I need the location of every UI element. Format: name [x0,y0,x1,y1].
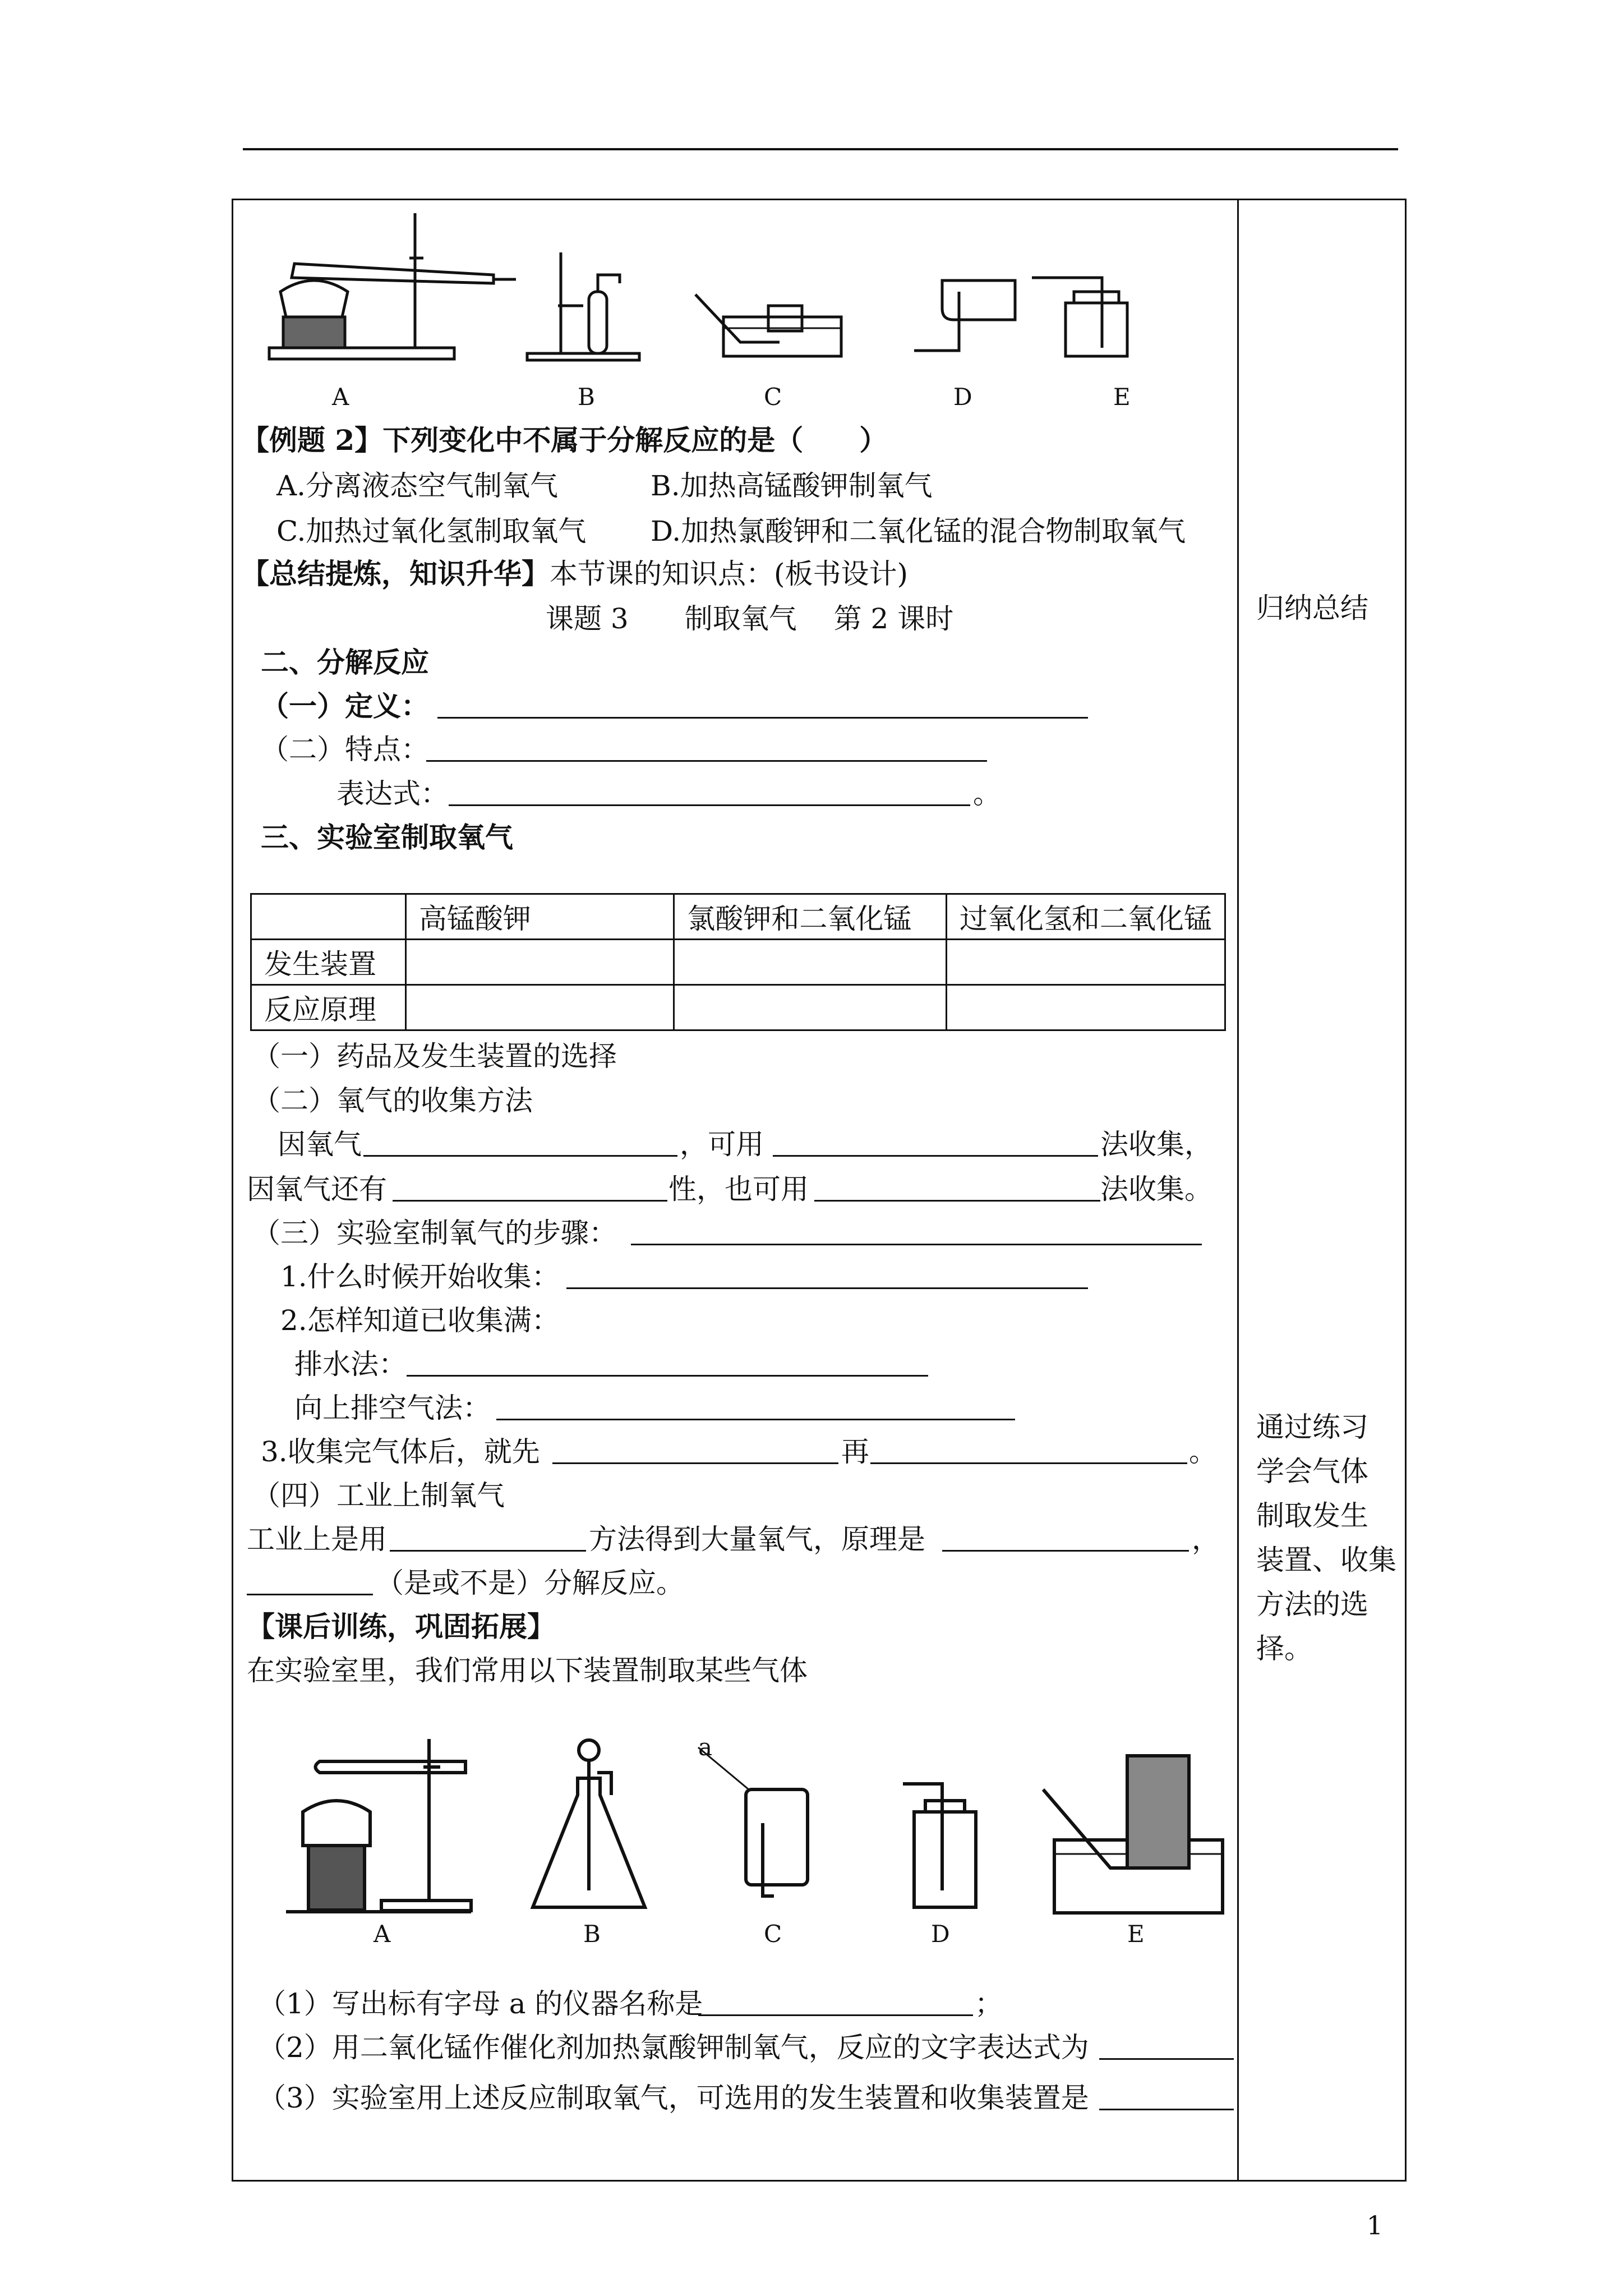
table-cell [405,940,674,985]
summary-heading: 【总结提炼，知识升华】本节课的知识点：(板书设计) [241,557,909,590]
table-header-row [251,894,1225,940]
fig2-label-c: C [764,1920,782,1948]
table-row [251,985,1225,1030]
experiment-table [250,893,1226,1031]
industry-blank-2 [942,1550,1189,1552]
practice-q1: （1）写出标有字母 a 的仪器名称是 [258,1987,703,2020]
option-a: A.分离液态空气制氧气 [276,470,559,502]
side-note-practice: 通过练习 学会气体 制取发生 装置、收集 方法的选 择。 [1256,1411,1396,1665]
industry-line1-b: 方法得到大量氧气，原理是 [589,1523,925,1556]
option-c: C.加热过氧化氢制取氧气 [276,515,587,547]
step-q3-blank-1 [552,1462,838,1464]
fig2-label-d: D [931,1920,950,1948]
row-label: 发生装置 [251,940,406,985]
table-row [251,940,1225,985]
header-cell [251,894,406,940]
header-cell: 高锰酸钾 [405,894,674,940]
practice-title: 【课后训练，巩固拓展】 [247,1610,555,1643]
step-q3-a: 3.收集完气体后，就先 [261,1435,540,1468]
expression-label: 表达式： [336,777,449,810]
table-cell [674,940,947,985]
step-q3-b: 再 [841,1435,869,1468]
column-divider [1237,199,1239,2182]
industry-line1-a: 工业上是用 [247,1523,387,1556]
collect-line1-b: ，可用 [680,1128,764,1161]
apparatus-figure-2 [280,1733,1228,1924]
definition-label: （一）定义： [261,689,429,723]
expression-period: 。 [973,777,1001,810]
industry-line1-c: ， [1192,1523,1220,1556]
water-method-blank [407,1375,928,1377]
apparatus-figure-1 [247,208,1211,376]
feature-blank [426,760,987,762]
table-cell [405,985,674,1030]
fig1-label-b: B [578,383,595,411]
table-cell [947,940,1225,985]
header-cell: 氯酸钾和二氧化锰 [674,894,947,940]
industry-blank-3 [247,1594,373,1595]
fig1-label-e: E [1113,383,1131,411]
water-method: 排水法： [294,1348,407,1381]
collect-blank-1 [363,1155,677,1157]
collect-blank-3 [393,1200,667,1202]
air-method: 向上排空气法： [294,1392,491,1424]
side-note-summary: 归纳总结 [1256,592,1368,624]
collect-line2-c: 法收集。 [1100,1173,1212,1205]
collect-blank-4 [814,1200,1100,1202]
practice-q3-blank [1099,2109,1234,2110]
industry-line2: （是或不是）分解反应。 [376,1567,684,1599]
practice-q1-blank [698,2014,973,2016]
lesson-title: 课题 3 制取氧气 第 2 课时 [546,602,954,635]
collect-line1-c: 法收集， [1100,1128,1212,1161]
steps-title: （三）实验室制氧气的步骤： [252,1217,617,1249]
section3-title: 三、实验室制取氧气 [261,821,513,854]
collect-blank-2 [773,1155,1098,1157]
steps-blank [631,1244,1202,1245]
practice-q2: （2）用二氧化锰作催化剂加热氯酸钾制氧气，反应的文字表达式为 [258,2031,1089,2064]
section2-title: 二、分解反应 [261,646,429,679]
fig2-mark-a: a [698,1733,713,1761]
drug-selection-line: （一）药品及发生装置的选择 [252,1040,617,1073]
fig2-label-b: B [583,1920,601,1948]
collect-line1-a: 因氧气 [278,1128,362,1161]
practice-q2-blank [1099,2058,1234,2060]
feature-label: （二）特点： [261,733,429,766]
row-label: 反应原理 [251,985,406,1030]
practice-q3: （3）实验室用上述反应制取氧气，可选用的发生装置和收集装置是 [258,2082,1089,2114]
step-q1: 1.什么时候开始收集： [280,1260,560,1293]
definition-blank [437,717,1088,719]
industry-blank-1 [390,1550,586,1552]
table-cell [674,985,947,1030]
option-b: B.加热高锰酸钾制氧气 [651,470,933,502]
practice-intro: 在实验室里，我们常用以下装置制取某些气体 [247,1654,808,1687]
fig2-label-a: A [374,1920,391,1948]
step-q1-blank [566,1287,1088,1289]
fig1-label-d: D [953,383,972,411]
expression-blank [449,804,970,806]
step-q2: 2.怎样知道已收集满： [280,1304,560,1337]
collect-line2-b: 性，也可用 [668,1173,809,1205]
step-q3-blank-2 [870,1462,1187,1464]
header-rule [243,148,1398,150]
collect-line2-a: 因氧气还有 [247,1173,387,1205]
table-cell [947,985,1225,1030]
fig1-label-a: A [332,383,349,411]
option-d: D.加热氯酸钾和二氧化锰的混合物制取氧气 [651,515,1186,547]
step-q3-c: 。 [1189,1435,1217,1468]
page-number: 1 [1366,2210,1383,2240]
fig2-label-e: E [1127,1920,1145,1948]
fig1-label-c: C [764,383,782,411]
air-method-blank [496,1419,1015,1420]
practice-q1-end: ； [975,1987,1003,2020]
example2-title: 【例题 2】下列变化中不属于分解反应的是（ ） [241,424,888,457]
industry-title: （四）工业上制氧气 [252,1479,505,1512]
header-cell: 过氧化氢和二氧化锰 [947,894,1225,940]
collection-method-line: （二）氧气的收集方法 [252,1084,533,1117]
